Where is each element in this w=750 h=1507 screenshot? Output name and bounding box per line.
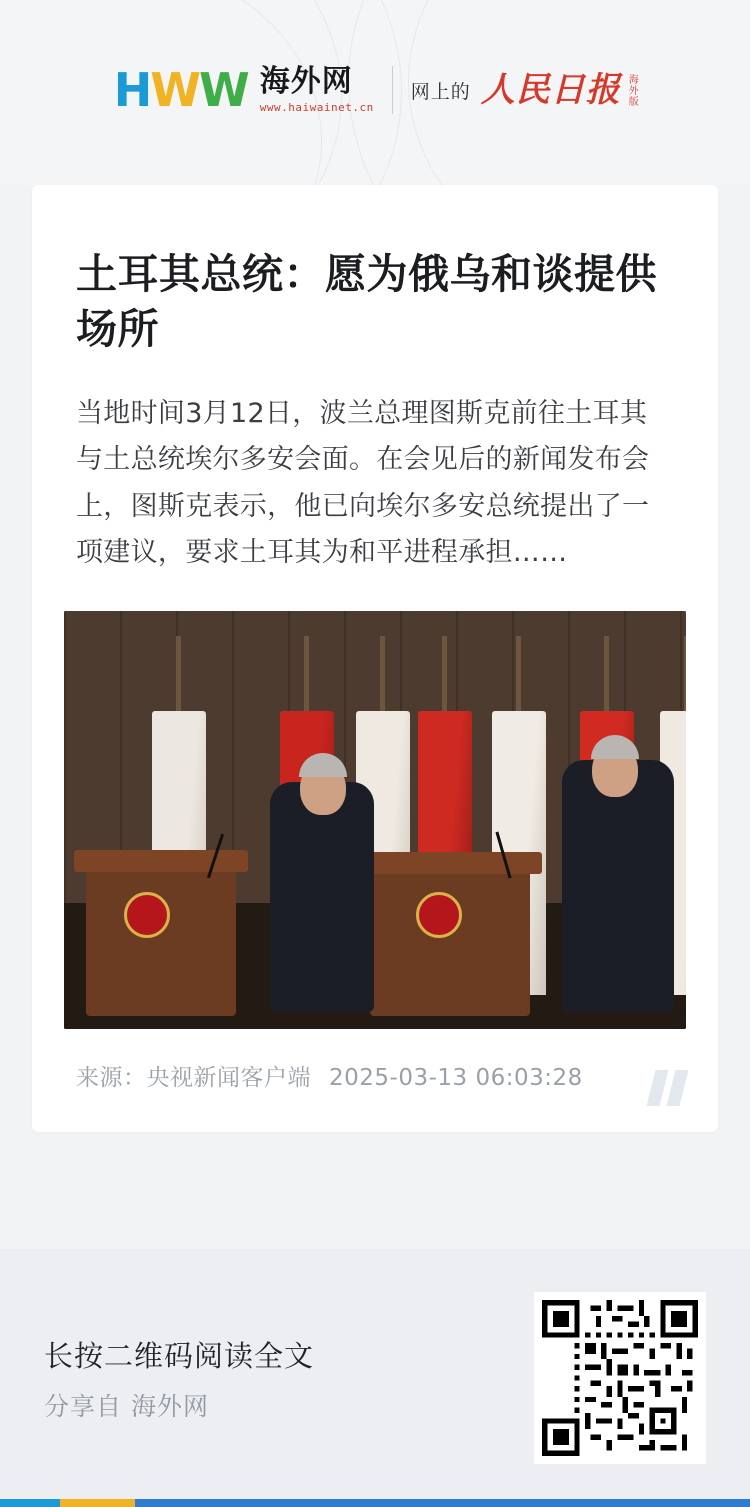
source-name: 央视新闻客户端 (146, 1064, 311, 1091)
podium-right (370, 868, 530, 1016)
article-summary: 当地时间3月12日，波兰总理图斯克前往土耳其与土总统埃尔多安会面。在会见后的新闻发布会上，图斯克表示，他已向埃尔多安总统提出了一项建议，要求土耳其为和平进程承担…… (76, 397, 650, 569)
haiwainet-logo (260, 66, 374, 114)
qr-code[interactable] (534, 1292, 706, 1464)
article-photo (64, 611, 686, 1029)
podium-seal (124, 892, 170, 938)
podium-seal (416, 892, 462, 938)
article-card (32, 185, 718, 1132)
partner-logo (410, 70, 638, 110)
source-label: 来源： (76, 1064, 147, 1091)
brand-logo-row (0, 63, 750, 117)
speaker-left (270, 782, 374, 1012)
share-footer (0, 1249, 750, 1507)
speaker-right (562, 760, 674, 1012)
haiwainet-url: www.haiwainet.cn (259, 100, 374, 114)
podium-left (86, 866, 236, 1016)
qr-code-image (542, 1300, 698, 1456)
article-meta (76, 1059, 674, 1092)
logo-divider (392, 66, 393, 114)
page-title: 土耳其总统：愿为俄乌和谈提供场所 (76, 250, 657, 353)
partner-edition: 海外版 (626, 73, 638, 107)
podium-top (358, 852, 542, 874)
hww-logo: H W W (113, 63, 248, 117)
share-instruction: 长按二维码阅读全文 (44, 1338, 315, 1373)
partner-title: 人民日报 (480, 70, 621, 110)
share-text-block (44, 1334, 534, 1423)
haiwainet-name: 海外网 (259, 64, 353, 100)
site-header (0, 0, 750, 185)
partner-prefix: 网上的 (410, 80, 471, 103)
timestamp: 2025-03-13 06:03:28 (329, 1064, 583, 1091)
quote-decoration (651, 1070, 684, 1106)
share-source: 分享自 海外网 (44, 1391, 209, 1421)
podium-top (74, 850, 248, 872)
color-bottom-bar (0, 1499, 750, 1507)
